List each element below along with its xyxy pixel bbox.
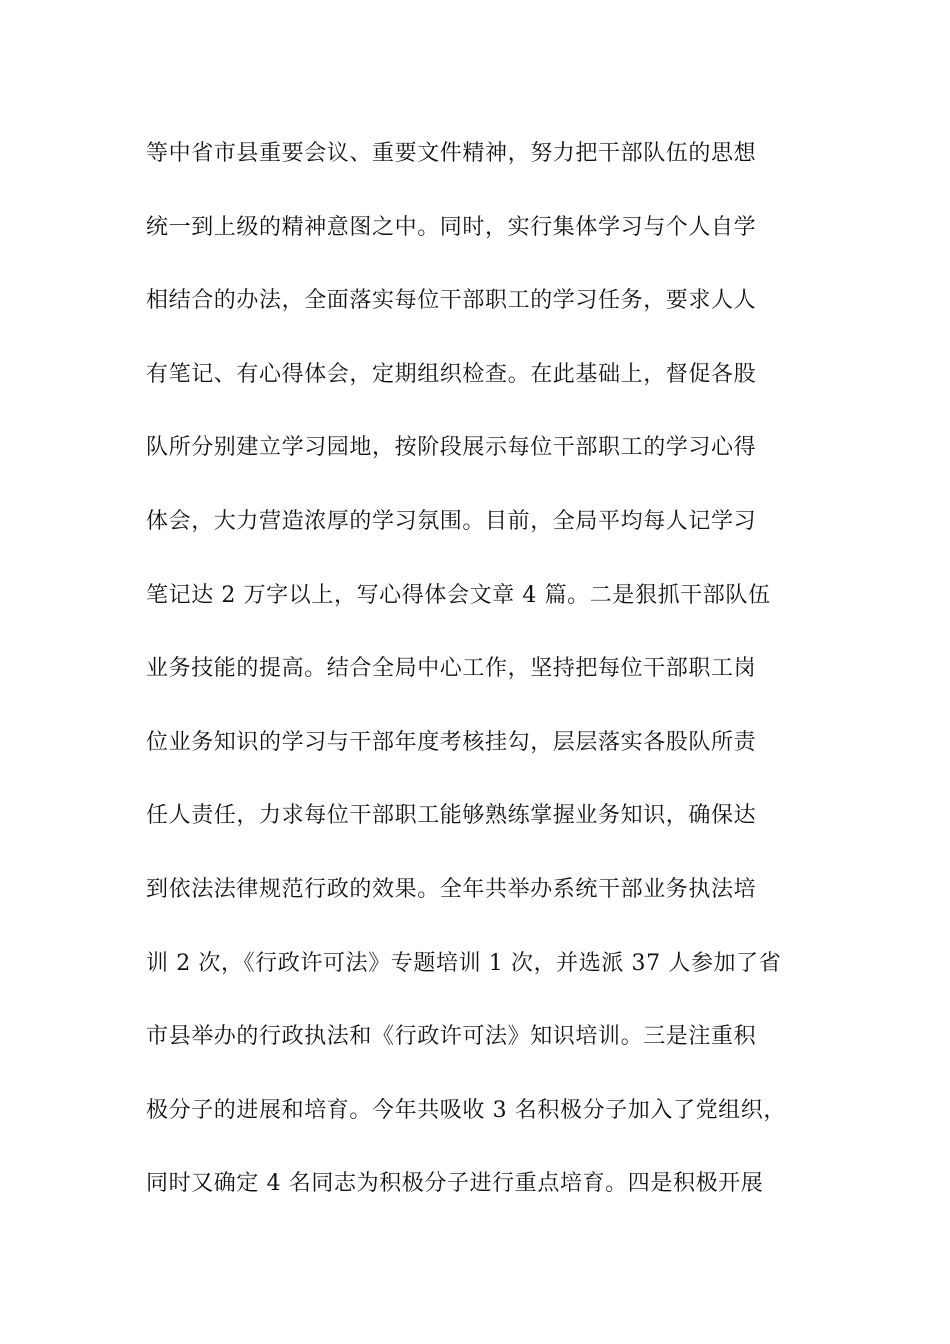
text-line: 相结合的办法，全面落实每位干部职工的学习任务，要求人人 [146,288,757,314]
text-line: 等中省市县重要会议、重要文件精神，努力把干部队伍的思想 [146,141,757,166]
text-line: 笔记达 2 万字以上，写心得体会文章 4 篇。二是狠抓干部队伍 [146,582,771,608]
text-line: 极分子的进展和培育。今年共吸收 3 名积极分子加入了党组织， [146,1097,786,1123]
text-line: 到依法法律规范行政的效果。全年共举办系统干部业务执法培 [146,876,757,902]
text-line: 队所分别建立学习园地，按阶段展示每位干部职工的学习心得 [146,435,757,461]
text-line: 市县举办的行政执法和《行政许可法》知识培训。三是注重积 [146,1024,757,1050]
text-line: 业务技能的提高。结合全局中心工作，坚持把每位干部职工岗 [146,656,757,682]
text-line: 统一到上级的精神意图之中。同时，实行集体学习与个人自学 [146,214,757,240]
text-line: 训 2 次，《行政许可法》专题培训 1 次，并选派 37 人参加了省 [146,950,782,976]
text-line: 同时又确定 4 名同志为积极分子进行重点培育。四是积极开展 [146,1171,764,1197]
text-line: 位业务知识的学习与干部年度考核挂勾，层层落实各股队所责 [146,729,757,755]
body-text [146,131,836,1235]
text-line: 任人责任，力求每位干部职工能够熟练掌握业务知识，确保达 [146,803,757,829]
text-line: 有笔记、有心得体会，定期组织检查。在此基础上，督促各股 [146,361,757,387]
text-line: 体会，大力营造浓厚的学习氛围。目前，全局平均每人记学习 [146,508,757,534]
